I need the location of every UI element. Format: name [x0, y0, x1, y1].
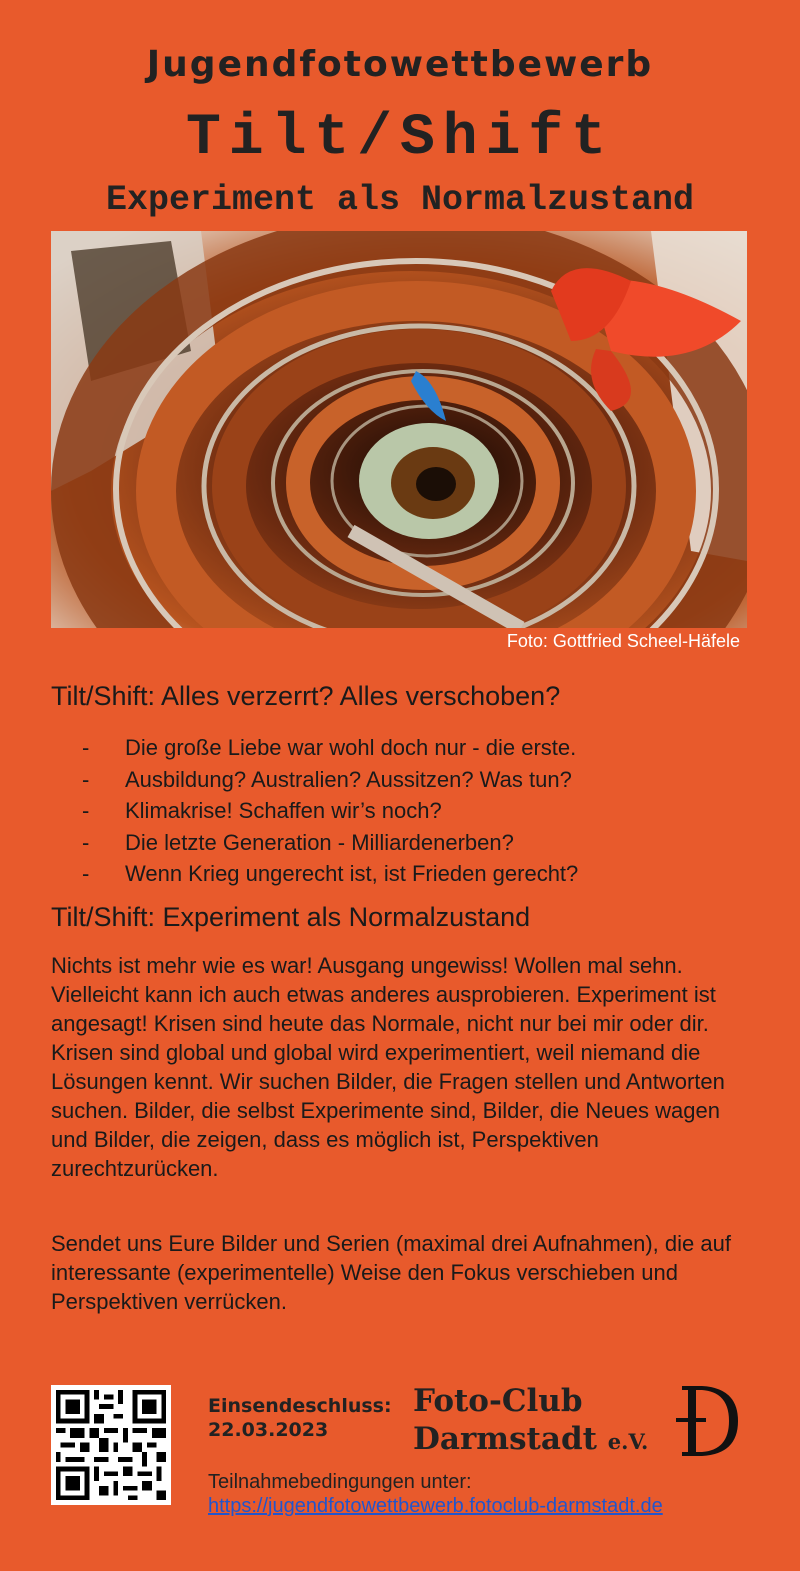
qr-code-icon[interactable] — [51, 1385, 171, 1505]
conditions-link[interactable]: https://jugendfotowettbewerb.fotoclub-darmstadt.de — [208, 1495, 663, 1517]
call-paragraph: Sendet uns Eure Bilder und Serien (maximal drei Aufnahmen), die auf interessante (experimentelle) Weise den Fokus verschieben und Perspektiven verrücken. — [51, 1231, 731, 1314]
deadline-label: Einsendeschluss: — [208, 1395, 392, 1417]
list-item — [82, 795, 578, 827]
intro-paragraph: Nichts ist mehr wie es war! Ausgang ungewiss! Wollen mal sehn. Vielleicht kann ich auch etwas anderes ausprobieren. Experiment ist angesagt! Krisen sind heute das Normale, nicht nur bei mir oder dir. Krisen sind global und global wird experimentiert, weil niemand die Lösungen kennt. Wir suchen Bilder, die Fragen stellen und Antworten suchen. Bilder, die selbst Experimente sind, Bilder, die Neues wagen und Bilder, die zeigen, dass es möglich ist, Perspektiven zurechtzurücken. — [51, 953, 725, 1181]
club-line1: Foto-Club — [413, 1383, 583, 1419]
deadline — [208, 1394, 392, 1442]
conditions — [208, 1470, 663, 1518]
staircase-photo — [51, 231, 747, 628]
list-item-text: Klimakrise! Schaffen wir’s noch? — [125, 798, 442, 823]
list-item-text: Die letzte Generation - Milliardenerben? — [125, 829, 514, 855]
club-line2: Darmstadt — [413, 1421, 597, 1457]
list-item-text: Ausbildung? Australien? Aussitzen? Was tun? — [125, 766, 572, 792]
pre-title: Jugendfotowettbewerb — [146, 44, 654, 85]
list-item-text: Die große Liebe war wohl doch nur - die erste. — [125, 735, 577, 760]
club-logo-icon — [672, 1382, 744, 1460]
bullet-dash: - — [82, 766, 90, 792]
bullet-dash: - — [82, 735, 90, 760]
list-item — [82, 858, 578, 890]
main-title: Tilt/Shift — [185, 106, 615, 171]
conditions-label: Teilnahmebedingungen unter: — [208, 1471, 472, 1493]
question-list — [82, 732, 578, 890]
list-item — [82, 732, 578, 764]
bullet-dash: - — [82, 829, 90, 855]
club-name — [413, 1382, 648, 1461]
section1-heading: Tilt/Shift: Alles verzerrt? Alles verschoben? — [51, 681, 561, 711]
deadline-date: 22.03.2023 — [208, 1419, 329, 1441]
bullet-dash: - — [82, 861, 90, 886]
list-item — [82, 827, 578, 859]
bullet-dash: - — [82, 798, 90, 823]
list-item-text: Wenn Krieg ungerecht ist, ist Frieden gerecht? — [125, 861, 579, 886]
sub-title: Experiment als Normalzustand — [105, 180, 695, 220]
list-item — [82, 764, 578, 796]
section2-heading: Tilt/Shift: Experiment als Normalzustand — [51, 902, 531, 932]
club-suffix: e.V. — [607, 1429, 649, 1454]
photo-credit: Foto: Gottfried Scheel-Häfele — [506, 631, 740, 651]
